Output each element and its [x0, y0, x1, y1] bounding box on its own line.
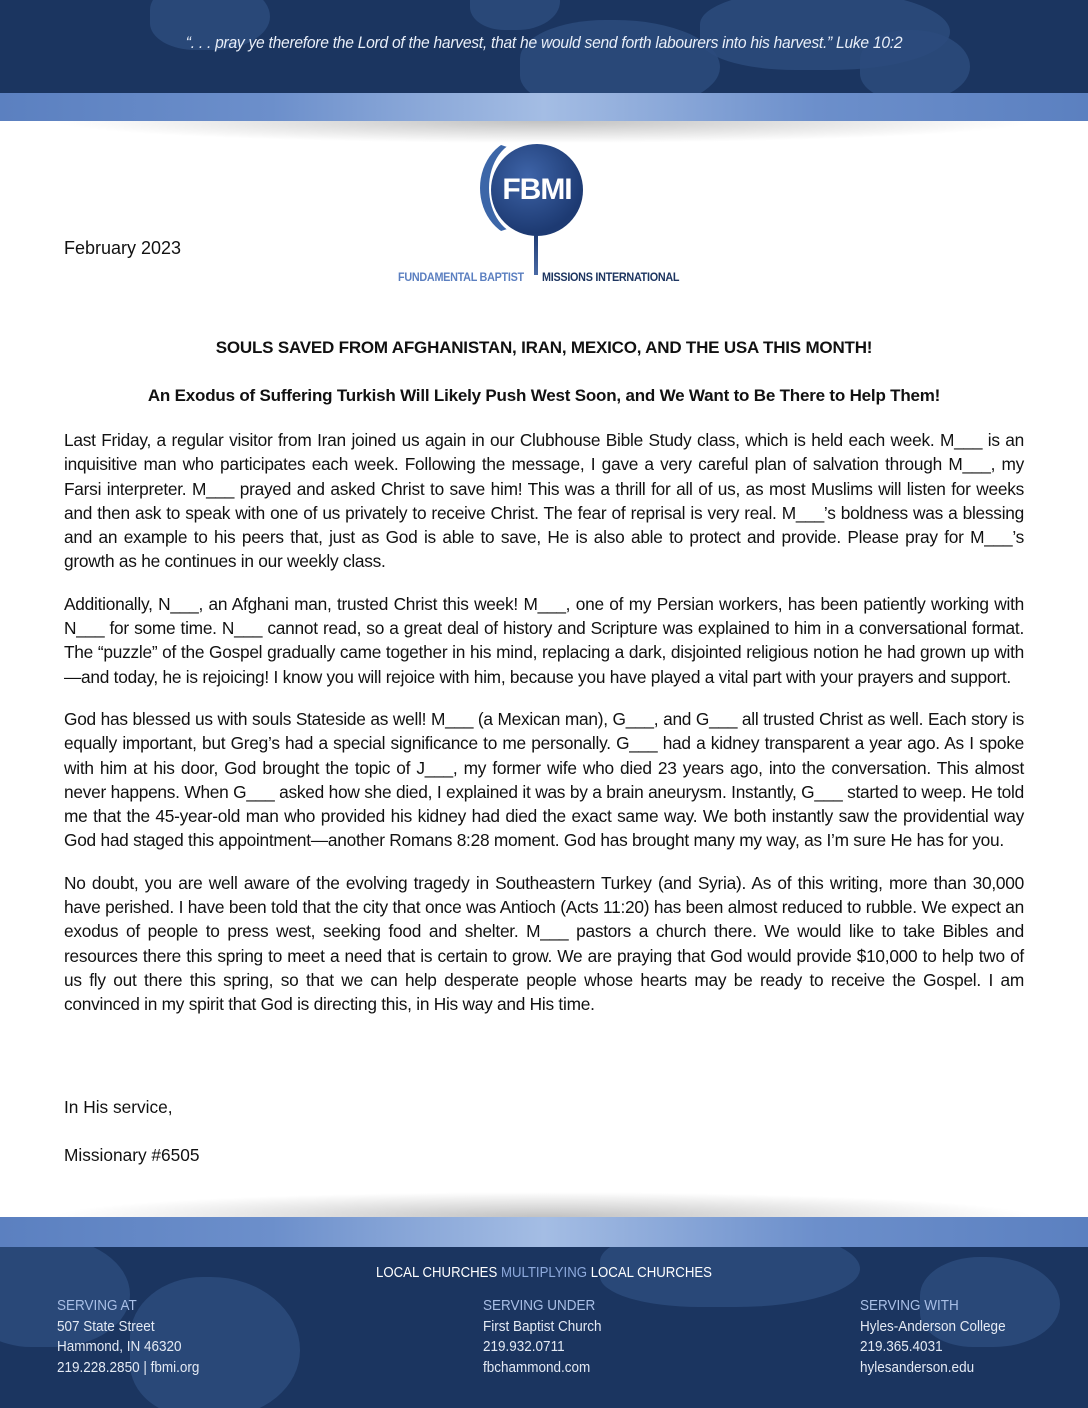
footer-tagline [65, 1264, 1022, 1281]
paragraph: Additionally, N___, an Afghani man, trusted Christ this week! M___, one of my Persian workers, has been patiently working with N___ for some time. N___ cannot read, so a great deal of history and Scripture was explained to him in a conversational format. The “puzzle” of the Gospel gradually came together in his mind, replacing a dark, disjointed religious notion he had grown up with—and today, he is rejoicing! I know you will rejoice with him, because you have played a vital part with your prayers and support. [64, 593, 1024, 687]
tagline-highlight: MULTIPLYING [500, 1264, 588, 1281]
header-scripture-quote: “. . . pray ye therefore the Lord of the harvest, that he would send forth labourers into his harvest.” Luke 10:2 [185, 33, 903, 52]
tagline-part: LOCAL CHURCHES [587, 1264, 712, 1281]
letter-body [64, 428, 1024, 1035]
column-heading: SERVING UNDER [483, 1297, 596, 1314]
footer-banner [0, 1247, 1088, 1408]
letter-headline: SOULS SAVED FROM AFGHANISTAN, IRAN, MEXICO, AND THE USA THIS MONTH! [215, 338, 873, 357]
tagline-part: LOCAL CHURCHES [376, 1264, 501, 1281]
world-map-shape [520, 20, 720, 93]
letter-signature: Missionary #6505 [64, 1145, 200, 1165]
logo-pointer [534, 233, 538, 275]
website-link[interactable]: hylesanderson.edu [860, 1358, 975, 1376]
paragraph: God has blessed us with souls Stateside as well! M___ (a Mexican man), G___, and G___ all trusted Christ as well. Each story is equally important, but Greg’s had a special significance to me personally. G___ had a kidney transparent a year ago. As I spoke with him at his door, God brought the topic of J___, my former wife who died 23 years ago, into the conversation. This almost never happens. When G___ asked how she died, I explained it was by a brain aneurysm. Instantly, G___ started to weep. He told me that the 45-year-old man who provided his kidney had died the exact same way. We both instantly saw the providential way God had staged this appointment—another Romans 8:28 moment. God has brought many my way, as I’m sure He has for you. [64, 708, 1024, 851]
footer-shadow [0, 1192, 1088, 1217]
phone-number: 219.365.4031 [860, 1338, 943, 1355]
phone-number: 219.932.0711 [483, 1338, 565, 1355]
footer-serving-with [860, 1296, 1006, 1378]
column-heading: SERVING AT [57, 1297, 137, 1314]
contact-line[interactable]: 219.228.2850 | fbmi.org [57, 1358, 200, 1376]
footer-accent-band [0, 1217, 1088, 1247]
world-map-shape [470, 0, 560, 30]
paragraph: Last Friday, a regular visitor from Iran joined us again in our Clubhouse Bible Study class, which is held each week. M___ is an inquisitive man who participates each week. Following the message, I gave a very careful plan of salvation through M___, my Farsi interpreter. M___ prayed and asked Christ to save him! This was a thrill for all of us, as most Muslims will listen for weeks and then ask to speak with one of us privately to receive Christ. The fear of reprisal is very real. M___’s boldness was a blessing and an example to his peers that, just as God is able to save, He is also able to protect and provide. Please pray for M___’s growth as he continues in our weekly class. [64, 430, 1024, 572]
address-line: Hammond, IN 46320 [57, 1338, 182, 1355]
org-name: First Baptist Church [483, 1317, 602, 1335]
letter-subheadline: An Exodus of Suffering Turkish Will Likely Push West Soon, and We Want to Be There to Help Them! [147, 386, 941, 405]
website-link[interactable]: fbchammond.com [483, 1358, 591, 1376]
footer-serving-under [483, 1296, 602, 1378]
header-banner [0, 0, 1088, 93]
org-name: Hyles-Anderson College [860, 1317, 1006, 1335]
fbmi-logo [396, 138, 696, 288]
paragraph: No doubt, you are well aware of the evolving tragedy in Southeastern Turkey (and Syria). As of this writing, more than 30,000 have perished. I have been told that the city that once was Antioch (Acts 11:20) has been almost reduced to rubble. We expect an exodus of people to press west, seeking food and shelter. M___ pastors a church there. We would like to take Bibles and resources there this spring to meet a need that is certain to grow. We are praying that God would provide $10,000 to help two of us fly out there this spring, so that we can help desperate people whose hearts may be ready to receive the Gospel. I am convinced in my spirit that God is directing this, in His way and His time. [64, 872, 1024, 1015]
logo-name-part2: MISSIONS INTERNATIONAL [542, 270, 680, 284]
logo-name-part1: FUNDAMENTAL BAPTIST [398, 270, 524, 284]
footer-serving-at [57, 1296, 199, 1378]
address-line: 507 State Street [57, 1317, 155, 1335]
logo-mark: FBMI [491, 144, 583, 236]
header-accent-band [0, 93, 1088, 121]
letter-date: February 2023 [64, 238, 182, 258]
column-heading: SERVING WITH [860, 1297, 959, 1314]
letter-closing: In His service, [64, 1097, 173, 1117]
